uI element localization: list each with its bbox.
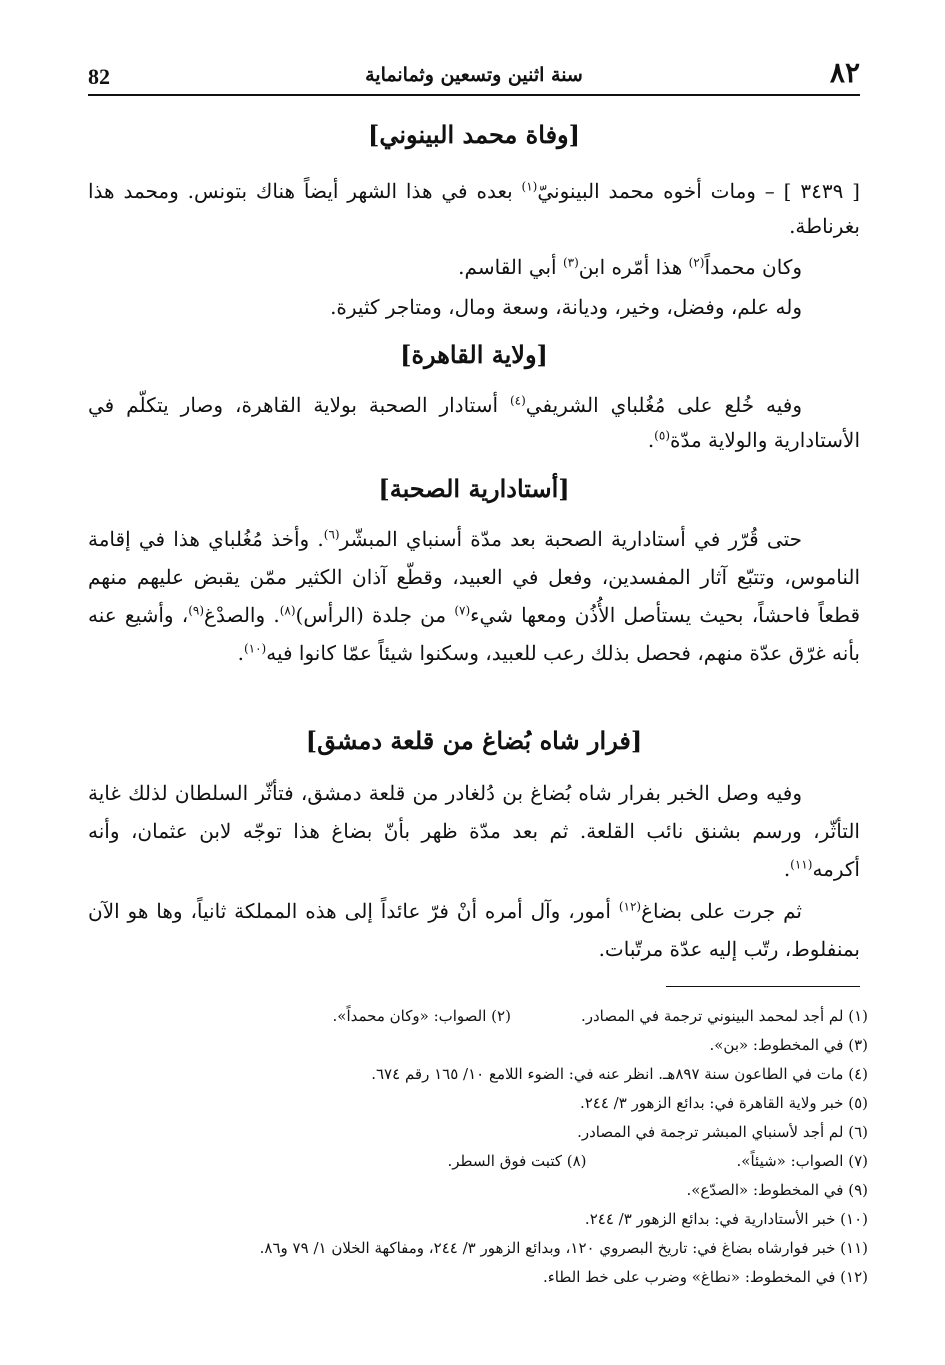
running-header [88, 58, 860, 96]
paragraph-sahba-ustadariyya: حتى قُرّر في أستادارية الصحبة بعد مدّة أسنباي المبشّر$^{(٦)}$. وأخذ مُغُلباي هذا في إقامة الناموس، وتتبّع آثار المفسدين، وفعل في العبيد، وقطّع آذان الكثير ممّن يقبض عليهم منهم قطعاً فاحشاً، بحيث يستأصل الأُذُن ومعها شيء$^{(٧)}$ من جلدة (الرأس)$^{(٨)}$. والصدْغ$^{(٩)}$، وأشيع عنه بأنه غرّق عدّة منهم، فحصل بذلك رعب للعبيد، وسكنوا شيئاً عمّا كانوا فيه$^{(١٠)}$. [88, 527, 861, 665]
footnote-ref: (٣) [562, 255, 579, 270]
footnote-ref: (٧) [454, 603, 471, 618]
section-heading-death-bayununi: [وفاة محمد البينوني] [368, 120, 580, 149]
footnote-7: (٧) الصواب: «شيئاً». [736, 1152, 868, 1170]
footnote-line [88, 1147, 868, 1176]
footnote-ref: (٩) [188, 603, 205, 618]
footnote-8: (٨) كتبت فوق السطر. [447, 1152, 587, 1170]
section-heading-sahba-ustadariyya: [أستادارية الصحبة] [378, 474, 570, 503]
running-title: سنة اثنين وتسعين وثمانماية [365, 64, 583, 86]
footnote-12: (١٢) في المخطوط: «نطاغ» وضرب على خط الطاء. [542, 1268, 868, 1286]
footnote-6: (٦) لم أجد لأسنباي المبشر ترجمة في المصادر. [577, 1123, 868, 1141]
footnote-2: (٢) الصواب: «وكان محمداً». [332, 1007, 511, 1025]
footnote-ref: (٢) [688, 255, 705, 270]
footnote-9: (٩) في المخطوط: «الصدّع». [686, 1181, 868, 1199]
paragraph-muhammad-appointed: وكان محمداً$^{(٢)}$ هذا أمّره ابن$^{(٣)}$ أبي القاسم. [458, 255, 802, 279]
footnote-separator [666, 986, 860, 987]
footnote-ref: (١) [521, 179, 538, 194]
paragraph-his-virtues: وله علم، وفضل، وخير، وديانة، وسعة ومال، ومتاجر كثيرة. [330, 295, 802, 319]
page-number-latin: 82 [88, 64, 110, 89]
paragraph-cairo-governorship: وفيه خُلع على مُغُلباي الشريفي$^{(٤)}$ أستادار الصحبة بولاية القاهرة، وصار يتكلّم في الأستادارية والولاية مدّة$^{(٥)}$. [88, 393, 860, 452]
footnote-ref: (٥) [654, 428, 670, 443]
footnote-4: (٤) مات في الطاعون سنة ٨٩٧هـ. انظر عنه في: الضوء اللامع ١٠/ ١٦٥ رقم ٦٧٤. [371, 1065, 868, 1083]
footnote-ref: (١١) [790, 857, 813, 872]
section-heading-cairo-governorship: [ولاية القاهرة] [400, 340, 548, 369]
footnote-1: (١) لم أجد لمحمد البينوني ترجمة في المصادر. [580, 1007, 868, 1025]
footnote-3: (٣) في المخطوط: «بن». [709, 1036, 868, 1054]
paragraph-budagh-return: ثم جرت على بضاغ$^{(١٢)}$ أمور، وآل أمره أنْ فرّ عائداً إلى هذه المملكة ثانياً، وها هو الآن بمنفلوط، رتّب إليه عدّة مرتّبات. [88, 899, 860, 961]
footnote-ref: (٦) [323, 527, 340, 542]
page-number-arabic: ٨٢ [829, 56, 860, 89]
footnote-ref: (٤) [509, 393, 526, 408]
footnote-ref: (٨) [279, 603, 296, 618]
section-heading-shah-budagh-escape: [فرار شاه بُضاغ من قلعة دمشق] [305, 726, 643, 755]
footnote-5: (٥) خبر ولاية القاهرة في: بدائع الزهور ٣/ ٢٤٤. [579, 1094, 868, 1112]
entry-number: [ ٣٤٣٩ ] [783, 179, 860, 203]
footnote-ref: (١٠) [243, 641, 267, 656]
footnote-line [88, 1002, 868, 1031]
paragraph-death-bayununi: [ ٣٤٣٩ ] – ومات أخوه محمد البينونيّ$^{(١)}$ بعده في هذا الشهر أيضاً هناك بتونس. ومحمد هذا بغرناطة. [88, 179, 860, 238]
footnote-11: (١١) خبر فوارشاه بضاغ في: تاريخ البصروي ١٢٠، وبدائع الزهور ٣/ ٢٤٤، ومفاكهة الخلان ١/ ٧٩ و٨٦. [259, 1239, 868, 1257]
footnote-ref: (١٢) [618, 899, 642, 914]
footnote-10: (١٠) خبر الأستادارية في: بدائع الزهور ٣/ ٢٤٤. [584, 1210, 868, 1228]
paragraph-shah-budagh-escape: وفيه وصل الخبر بفرار شاه بُضاغ بن دُلغادر من قلعة دمشق، فتأثّر السلطان لذلك غاية التأثّر، ورسم بشنق نائب القلعة. ثم بعد مدّة ظهر بأنّ بضاغ هذا توجّه لابن عثمان، وأنه أكرمه$^{(١١)}$. [88, 781, 860, 881]
